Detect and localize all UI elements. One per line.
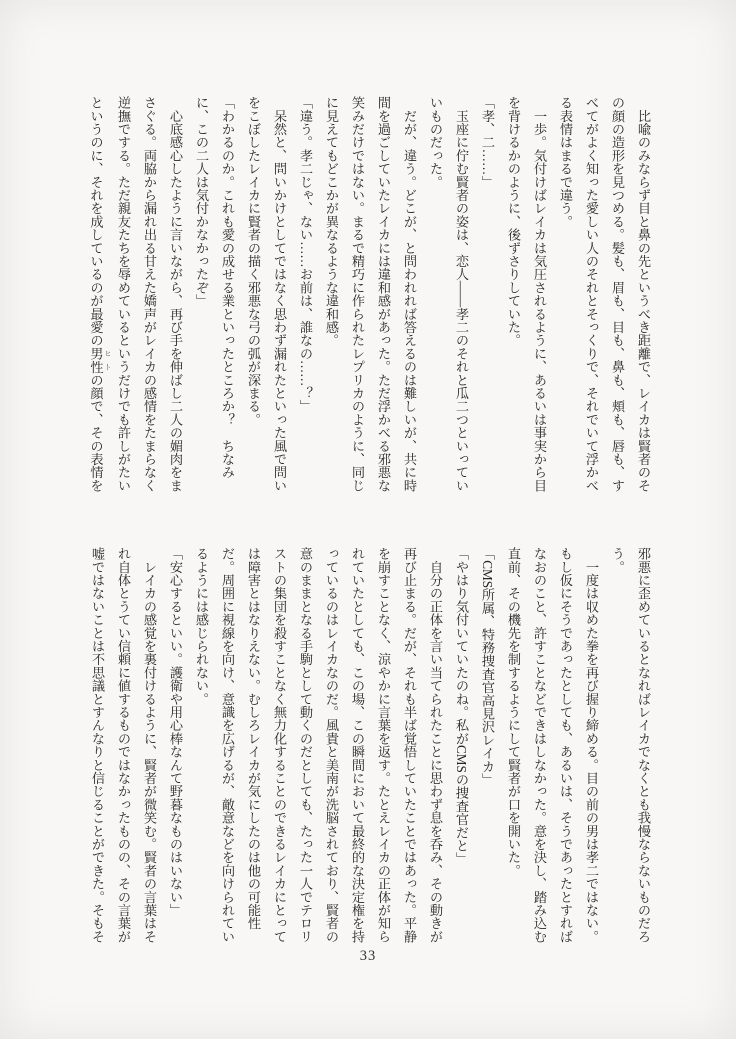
text-column: 自分の正体を言い当てられたことに思わず息を呑み、その動きが <box>428 547 443 943</box>
text-column: 「安心するといい。護衛や用心棒なんて野暮なものはいない」 <box>168 547 183 917</box>
text-column: をこぼしたレイカに賢者の描く邪悪な弓の弧が深まる。 <box>246 96 261 426</box>
text-column: 「CMS所属、特務捜査官高見沢レイカ」 <box>480 547 495 787</box>
page-number: 33 <box>359 948 377 964</box>
text-block-top <box>83 96 657 496</box>
text-column: 「わかるのか。これも愛の成せる業といったところか？ ちなみ <box>220 96 235 479</box>
text-column: る表情はまるで違う。 <box>558 96 573 228</box>
text-column: るようには感じられない。 <box>194 547 209 706</box>
text-column: れ自体とうてい信頼に値するものではなかったものの、その言葉が <box>116 547 131 943</box>
text-column: だが、違う。どこが、と問われれば答えるのは難しいが、共に時 <box>402 96 417 492</box>
text-column: 再び止まる。だが、それも半ば覚悟していたことではあった。平静 <box>402 547 417 943</box>
text-column: の顔の造形を見つめる。髪も、眉も、目も、鼻も、頬も、唇も、す <box>610 96 625 492</box>
text-column: 笑みだけではない。まるで精巧に作られたレプリカのように、同じ <box>350 96 365 492</box>
text-column: 「孝、二……」 <box>480 96 495 189</box>
text-column: いものだった。 <box>428 96 443 189</box>
text-block-bottom <box>84 547 656 947</box>
text-column: 一度は収めた拳を再び握り締める。目の前の男は孝二ではない。 <box>584 547 599 943</box>
text-column: 間を過ごしていたレイカには違和感があった。ただ浮かべる邪悪な <box>376 96 391 492</box>
text-column: 一歩。気付けばレイカは気圧されるように、あるいは事実から目 <box>532 96 547 492</box>
text-column: 「やはり気付いていたのね。私がCMSの捜査官だと」 <box>454 547 469 866</box>
text-column: というのに、それを成しているのが最愛の男性 ヒトの顔で、その表情を <box>88 96 110 493</box>
text-column: 玉座に佇む賢者の姿は、恋人――孝二のそれと瓜二つといってい <box>454 96 469 492</box>
text-column: 心底感心したように言いながら、再び手を伸ばし二人の媚肉をま <box>168 96 183 492</box>
text-column: 「違う。孝二じゃ、ない……お前は、誰なの……？」 <box>298 96 313 413</box>
text-column: を崩すことなく、涼やかに言葉を返す。たとえレイカの正体が知ら <box>376 547 391 943</box>
text-column: だ。周囲に視線を向け、意識を広げるが、敵意などを向けられてい <box>220 547 235 943</box>
text-column: は障害とはなりえない。むしろレイカが気にしたのは他の可能性 <box>246 547 261 930</box>
text-column: ストの集団を殺すことなく無力化することのできるレイカにとって <box>272 547 287 943</box>
furigana-ruby: 男性 ヒト <box>88 346 110 374</box>
text-column: れていたとしても、この場、この瞬間において最終的な決定権を持 <box>350 547 365 943</box>
text-column: なおのこと、許すことなどできはしなかった。意を決し、踏み込む <box>532 547 547 943</box>
text-column: 意のままとなる手駒として動くのだとしても、たった一人でテロリ <box>298 547 313 943</box>
text-column: 嘘ではないことは不思議とすんなりと信じることができた。そもそ <box>90 547 105 943</box>
text-column: を背けるかのように、後ずさりしていた。 <box>506 96 521 347</box>
text-column: もし仮にそうであったとしても、あるいは、そうであったとすれば <box>558 547 573 943</box>
text-column: っているのはレイカなのだ。風貴と美南が洗脳されており、賢者の <box>324 547 339 943</box>
text-column: 呆然と、問いかけとしてではなく思わず漏れたといった風で問い <box>272 96 287 492</box>
text-column: 直前、その機先を制するようにして賢者が口を開いた。 <box>506 547 521 877</box>
text-column: 比喩のみならず目と鼻の先というべき距離で、レイカは賢者のそ <box>636 96 651 492</box>
text-column: 逆撫でする。ただ親友たちを辱めているというだけでも許しがたい <box>116 96 131 492</box>
text-column: さぐる。両脇から漏れ出る甘えた嬌声がレイカの感情をたまらなく <box>142 96 157 492</box>
text-column: う。 <box>610 547 625 574</box>
text-column: レイカの感覚を裏付けるように、賢者が微笑む。賢者の言葉はそ <box>142 547 157 943</box>
text-column: べてがよく知った愛しい人のそれとそっくりで、それでいて浮かべ <box>584 96 599 492</box>
text-column: に見えてもどこかが異なるような違和感。 <box>324 96 339 347</box>
text-column: に、この二人は気付かなかったぞ」 <box>194 96 209 308</box>
text-column: 邪悪に歪めているとなればレイカでなくとも我慢ならないものだろ <box>636 547 651 943</box>
